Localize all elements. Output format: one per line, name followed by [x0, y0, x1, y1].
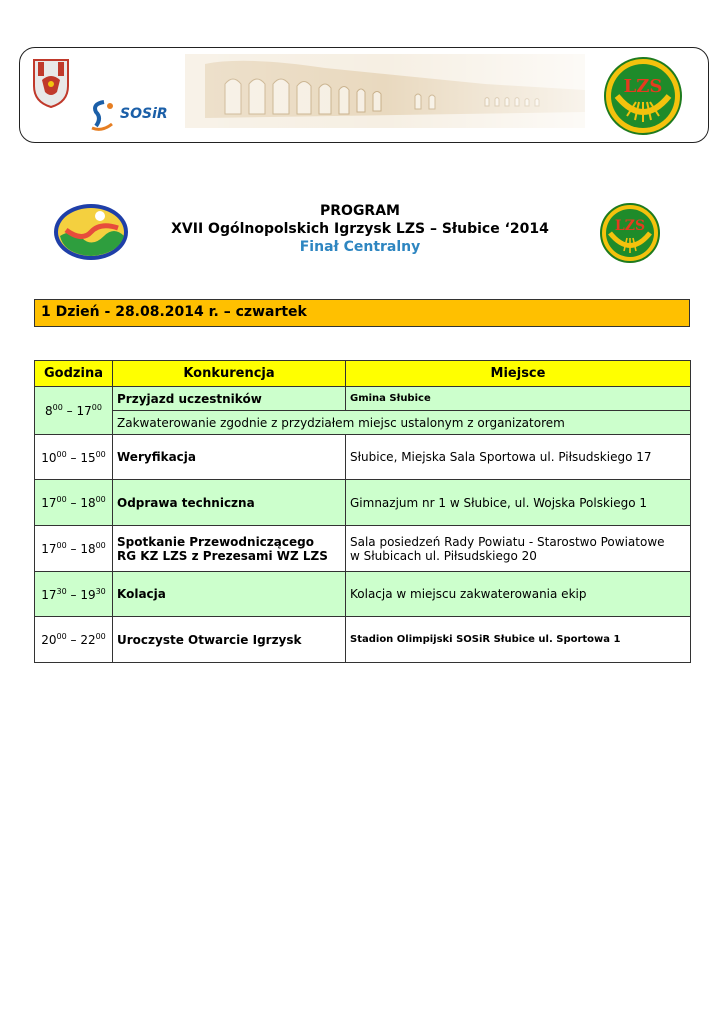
- time-cell: $17^{30} - 19^{30}$: [35, 572, 113, 617]
- table-row: [35, 572, 691, 617]
- place-cell: Słubice, Miejska Sala Sportowa ul. Piłsudskiego 17: [346, 435, 691, 480]
- column-header-event: Konkurencja: [113, 361, 346, 387]
- sosir-label: SOSiR: [120, 106, 168, 122]
- program-heading: PROGRAM: [320, 203, 400, 219]
- table-row: [35, 387, 691, 411]
- day-header: 1 Dzień - 28.08.2014 r. – czwartek: [34, 299, 690, 327]
- place-cell: Stadion Olimpijski SOSiR Słubice ul. Sportowa 1: [346, 617, 691, 663]
- event-cell: Weryfikacja: [113, 435, 346, 480]
- column-header-place: Miejsce: [346, 361, 691, 387]
- sosir-icon: [88, 98, 118, 132]
- table-row: [35, 411, 691, 435]
- time-cell: $17^{00} - 18^{00}$: [35, 480, 113, 526]
- event-cell: Przyjazd uczestników: [113, 387, 346, 411]
- table-row: [35, 480, 691, 526]
- place-cell: Kolacja w miejscu zakwaterowania ekip: [346, 572, 691, 617]
- time-cell: $17^{00} - 18^{00}$: [35, 526, 113, 572]
- lzs-emblem-small: [599, 202, 661, 264]
- event-line: Spotkanie Przewodniczącego: [117, 534, 314, 549]
- table-row: [35, 526, 691, 572]
- place-line: w Słubicach ul. Piłsudskiego 20: [350, 548, 537, 563]
- event-cell: Odprawa techniczna: [113, 480, 346, 526]
- table-row: [35, 435, 691, 480]
- arcade-panorama-image: [185, 54, 585, 128]
- lzs-emblem: [603, 56, 683, 136]
- event-cell: [113, 526, 346, 572]
- lzs-emblem-text: LZS: [623, 76, 663, 97]
- column-header-time: Godzina: [35, 361, 113, 387]
- city-crest-logo: [32, 56, 70, 108]
- event-cell: Kolacja: [113, 572, 346, 617]
- games-logo: [52, 202, 130, 262]
- event-cell: Uroczyste Otwarcie Igrzysk: [113, 617, 346, 663]
- time-cell: $8^{00} - 17^{00}$: [35, 387, 113, 435]
- table-header-row: [35, 361, 691, 387]
- note-cell: Zakwaterowanie zgodnie z przydziałem miejsc ustalonym z organizatorem: [113, 411, 691, 435]
- place-cell: [346, 526, 691, 572]
- place-cell: Gmina Słubice: [346, 387, 691, 411]
- header-banner: [19, 47, 709, 143]
- place-line: Sala posiedzeń Rady Powiatu - Starostwo Powiatowe: [350, 534, 665, 549]
- time-cell: $20^{00} - 22^{00}$: [35, 617, 113, 663]
- table-row: [35, 617, 691, 663]
- place-cell: Gimnazjum nr 1 w Słubice, ul. Wojska Polskiego 1: [346, 480, 691, 526]
- time-cell: $10^{00} - 15^{00}$: [35, 435, 113, 480]
- event-subtitle: Finał Centralny: [299, 239, 421, 255]
- event-title: XVII Ogólnopolskich Igrzysk LZS – Słubice ‘2014: [171, 221, 549, 237]
- lzs-emblem-small-text: LZS: [614, 218, 646, 234]
- program-table: [34, 360, 691, 663]
- event-line: RG KZ LZS z Prezesami WZ LZS: [117, 548, 328, 563]
